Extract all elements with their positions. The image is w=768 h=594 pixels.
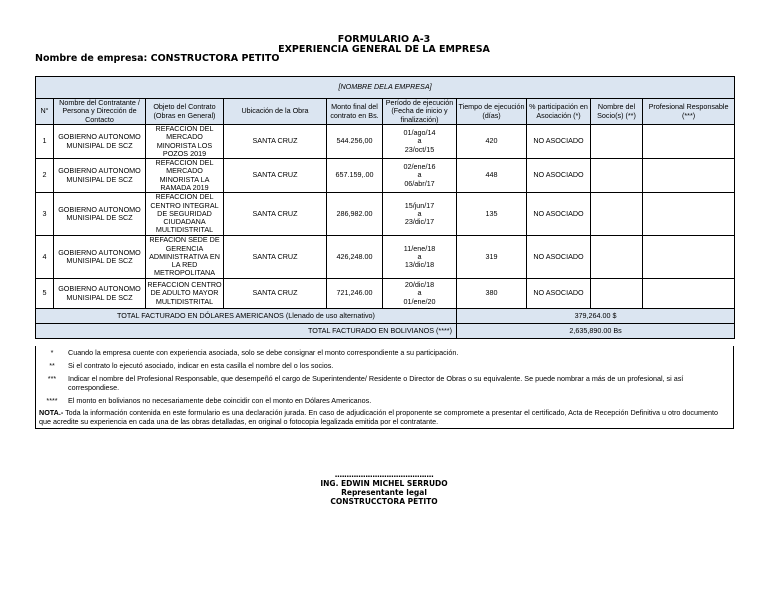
- periodo-a: a: [417, 170, 422, 180]
- col-header-contratante: Nombre del Contratante / Persona y Dirección de Contacto: [54, 99, 146, 125]
- note-text: El monto en bolivianos no necesariamente debe coincidir con el monto en Dólares Americanos.: [68, 396, 372, 405]
- total-usd-label: TOTAL FACTURADO EN DÓLARES AMERICANOS: [117, 310, 284, 320]
- cell-periodo: [383, 279, 457, 309]
- cell-objeto: REFACCION DEL MERCADO MINORISTA LA RAMADA 2019: [146, 159, 224, 193]
- col-header-profesional: Profesional Responsable (***): [643, 99, 735, 125]
- total-usd-value: 379,264.00 $: [457, 309, 735, 324]
- cell-participacion: NO ASOCIADO: [527, 236, 591, 279]
- periodo-fin: 06/abr/17: [404, 178, 435, 188]
- cell-periodo: [383, 193, 457, 236]
- periodo-fin: 13/dic/18: [404, 260, 435, 270]
- cell-number: 1: [36, 125, 54, 159]
- note-mark: ***: [47, 374, 57, 383]
- col-header-socio: Nombre del Socio(s) (**): [591, 99, 643, 125]
- cell-profesional: [643, 279, 735, 309]
- cell-number: 3: [36, 193, 54, 236]
- periodo-a: a: [417, 251, 422, 261]
- periodo-inicio: 01/ago/14: [403, 128, 436, 138]
- periodo-a: a: [417, 288, 422, 298]
- note-mark: ****: [46, 396, 58, 405]
- cell-contratante: GOBIERNO AUTONOMO MUNISIPAL DE SCZ: [54, 279, 146, 309]
- signature-company: CONSTRUCCTORA PETITO: [330, 497, 438, 506]
- signature-role: Representante legal: [341, 488, 427, 497]
- cell-profesional: [643, 125, 735, 159]
- table-row: [36, 279, 735, 309]
- cell-profesional: [643, 159, 735, 193]
- note-item: [36, 394, 733, 407]
- note-item: [36, 359, 733, 372]
- cell-contratante: GOBIERNO AUTONOMO MUNISIPAL DE SCZ: [54, 193, 146, 236]
- cell-periodo: [383, 236, 457, 279]
- cell-ubicacion: SANTA CRUZ: [224, 125, 327, 159]
- note-mark: **: [49, 361, 55, 370]
- cell-ubicacion: SANTA CRUZ: [224, 279, 327, 309]
- cell-ubicacion: SANTA CRUZ: [224, 193, 327, 236]
- cell-periodo: [383, 159, 457, 193]
- signature-line: ..........................................: [334, 470, 434, 479]
- col-header-number: N°: [36, 99, 54, 125]
- total-usd-note: (Llenado de uso alternativo): [285, 310, 375, 320]
- cell-contratante: GOBIERNO AUTONOMO MUNISIPAL DE SCZ: [54, 125, 146, 159]
- cell-number: 4: [36, 236, 54, 279]
- cell-profesional: [643, 193, 735, 236]
- notes-box: [35, 346, 734, 429]
- cell-tiempo: 448: [457, 159, 527, 193]
- cell-objeto: REFACCION DEL CENTRO INTEGRAL DE SEGURIDAD CIUDADANA MULTIDISTRITAL: [146, 193, 224, 236]
- cell-number: 2: [36, 159, 54, 193]
- periodo-inicio: 02/ene/16: [403, 162, 436, 172]
- col-header-monto: Monto final del contrato en Bs.: [327, 99, 383, 125]
- experience-table: [35, 76, 735, 339]
- table-header: [36, 99, 735, 125]
- periodo-inicio: 15/jun/17: [404, 200, 435, 210]
- col-header-participacion: % participación en Asociación (*): [527, 99, 591, 125]
- cell-socio: [591, 159, 643, 193]
- note-text: Cuando la empresa cuente con experiencia asociada, solo se debe consignar el monto correspondiente a su participación.: [68, 348, 459, 357]
- cell-tiempo: 420: [457, 125, 527, 159]
- table-row: [36, 159, 735, 193]
- cell-socio: [591, 125, 643, 159]
- col-header-ubicacion: Ubicación de la Obra: [224, 99, 327, 125]
- cell-tiempo: 319: [457, 236, 527, 279]
- cell-monto: 657.159,.00: [327, 159, 383, 193]
- cell-participacion: NO ASOCIADO: [527, 279, 591, 309]
- cell-tiempo: 135: [457, 193, 527, 236]
- nota-text: Toda la información contenida en este formulario es una declaración jurada. En caso de adjudicación el proponente se compromete a presentar el certificado, Acta de Recepción Definitiva u otro documento que acredite su experiencia en cada una de las obras detalladas, en original o fotocopia legalizada emitida por el contratante.: [39, 408, 718, 426]
- col-header-periodo: Período de ejecución (Fecha de inicio y finalización): [383, 99, 457, 125]
- table-row: [36, 236, 735, 279]
- total-bs-label: TOTAL FACTURADO EN BOLIVIANOS (****): [36, 324, 457, 339]
- cell-monto: 286,982.00: [327, 193, 383, 236]
- cell-socio: [591, 193, 643, 236]
- periodo-inicio: 11/ene/18: [403, 243, 436, 253]
- nota-label: NOTA.-: [39, 408, 64, 417]
- note-text: Indicar el nombre del Profesional Responsable, que desempeñó el cargo de Superintendente/ Residente o Director de Obras o su equivalente. Se puede nombrar a más de un profesional, si así correspondiese.: [68, 374, 684, 392]
- note-item: [36, 346, 733, 359]
- note-item: [36, 372, 733, 394]
- periodo-a: a: [417, 208, 422, 218]
- cell-monto: 721,246.00: [327, 279, 383, 309]
- total-usd-row: [36, 309, 735, 324]
- cell-contratante: GOBIERNO AUTONOMO MUNISIPAL DE SCZ: [54, 236, 146, 279]
- cell-objeto: REFACION SEDE DE GERENCIA ADMINISTRATIVA EN LA RED METROPOLITANA: [146, 236, 224, 279]
- total-usd-label-cell: [36, 309, 457, 324]
- cell-contratante: GOBIERNO AUTONOMO MUNISIPAL DE SCZ: [54, 159, 146, 193]
- note-text: Si el contrato lo ejecutó asociado, indicar en esta casilla el nombre del o los socios.: [68, 361, 334, 370]
- periodo-fin: 01/ene/20: [403, 296, 436, 306]
- periodo-a: a: [417, 136, 422, 146]
- total-bs-row: [36, 324, 735, 339]
- cell-ubicacion: SANTA CRUZ: [224, 236, 327, 279]
- cell-number: 5: [36, 279, 54, 309]
- note-mark: *: [50, 348, 54, 357]
- company-name: Nombre de empresa: CONSTRUCTORA PETITO: [35, 53, 280, 64]
- col-header-objeto: Objeto del Contrato (Obras en General): [146, 99, 224, 125]
- cell-monto: 544.256,00: [327, 125, 383, 159]
- cell-objeto: REFACCION DEL MERCADO MINORISTA LOS POZOS 2019: [146, 125, 224, 159]
- nota-paragraph: [36, 407, 733, 428]
- cell-socio: [591, 236, 643, 279]
- col-header-tiempo: Tiempo de ejecución (días): [457, 99, 527, 125]
- signature-name: ING. EDWIN MICHEL SERRUDO: [320, 479, 448, 488]
- periodo-fin: 23/oct/15: [404, 144, 435, 154]
- cell-monto: 426,248.00: [327, 236, 383, 279]
- cell-objeto: REFACCION CENTRO DE ADULTO MAYOR MULTIDISTRITAL: [146, 279, 224, 309]
- form-title: FORMULARIO A-3: [337, 34, 431, 45]
- table-row: [36, 125, 735, 159]
- cell-ubicacion: SANTA CRUZ: [224, 159, 327, 193]
- company-banner: [NOMBRE DELA EMPRESA]: [36, 77, 735, 99]
- cell-tiempo: 380: [457, 279, 527, 309]
- cell-participacion: NO ASOCIADO: [527, 125, 591, 159]
- cell-socio: [591, 279, 643, 309]
- cell-periodo: [383, 125, 457, 159]
- periodo-inicio: 20/dic/18: [404, 280, 435, 290]
- cell-participacion: NO ASOCIADO: [527, 193, 591, 236]
- total-bs-value: 2,635,890.00 Bs: [457, 324, 735, 339]
- table-row: [36, 193, 735, 236]
- periodo-fin: 23/dic/17: [404, 217, 435, 227]
- form-subtitle: EXPERIENCIA GENERAL DE LA EMPRESA: [278, 44, 490, 55]
- cell-profesional: [643, 236, 735, 279]
- cell-participacion: NO ASOCIADO: [527, 159, 591, 193]
